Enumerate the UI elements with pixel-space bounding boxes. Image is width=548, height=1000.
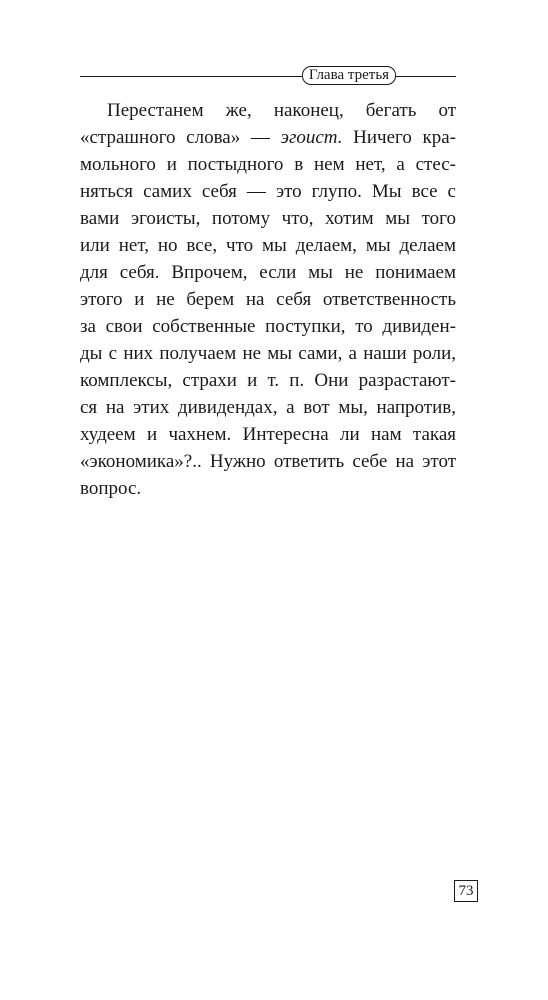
text-line: за свои собственные поступки, то дивиден-: [80, 316, 456, 337]
text-run: «страшного слова» —: [80, 127, 281, 148]
text-line: худеем и чахнем. Интересна ли нам такая: [80, 424, 456, 445]
text-line: этого и не берем на себя ответственность: [80, 289, 456, 310]
text-line: комплексы, страхи и т. п. Они разрастают-: [80, 370, 456, 391]
header-rule-right: [396, 76, 456, 77]
body-paragraph: [80, 97, 456, 502]
chapter-title: Глава третья: [302, 66, 396, 85]
text-line: ды с них получаем не мы сами, а наши роли,: [80, 343, 456, 364]
text-line: «экономика»?.. Нужно ответить себе на этот: [80, 451, 456, 472]
text-line: ся на этих дивидендах, а вот мы, напротив,: [80, 397, 456, 418]
text-run: Ничего кра-: [342, 127, 456, 148]
text-line: для себя. Впрочем, если мы не понимаем: [80, 262, 456, 283]
text-line: [80, 124, 456, 151]
text-line: няться самих себя — это глупо. Мы все с: [80, 181, 456, 202]
running-head: [80, 64, 456, 86]
header-rule-left: [80, 76, 302, 77]
text-line: вами эгоисты, потому что, хотим мы того: [80, 208, 456, 229]
page-number: 73: [454, 880, 478, 902]
text-line: или нет, но все, что мы делаем, мы делаем: [80, 235, 456, 256]
text-line: вопрос.: [80, 478, 142, 499]
text-line: мольного и постыдного в нем нет, а стес-: [80, 154, 456, 175]
text-line: Перестанем же, наконец, бегать от: [107, 100, 456, 121]
italic-term: эгоист.: [280, 127, 343, 148]
